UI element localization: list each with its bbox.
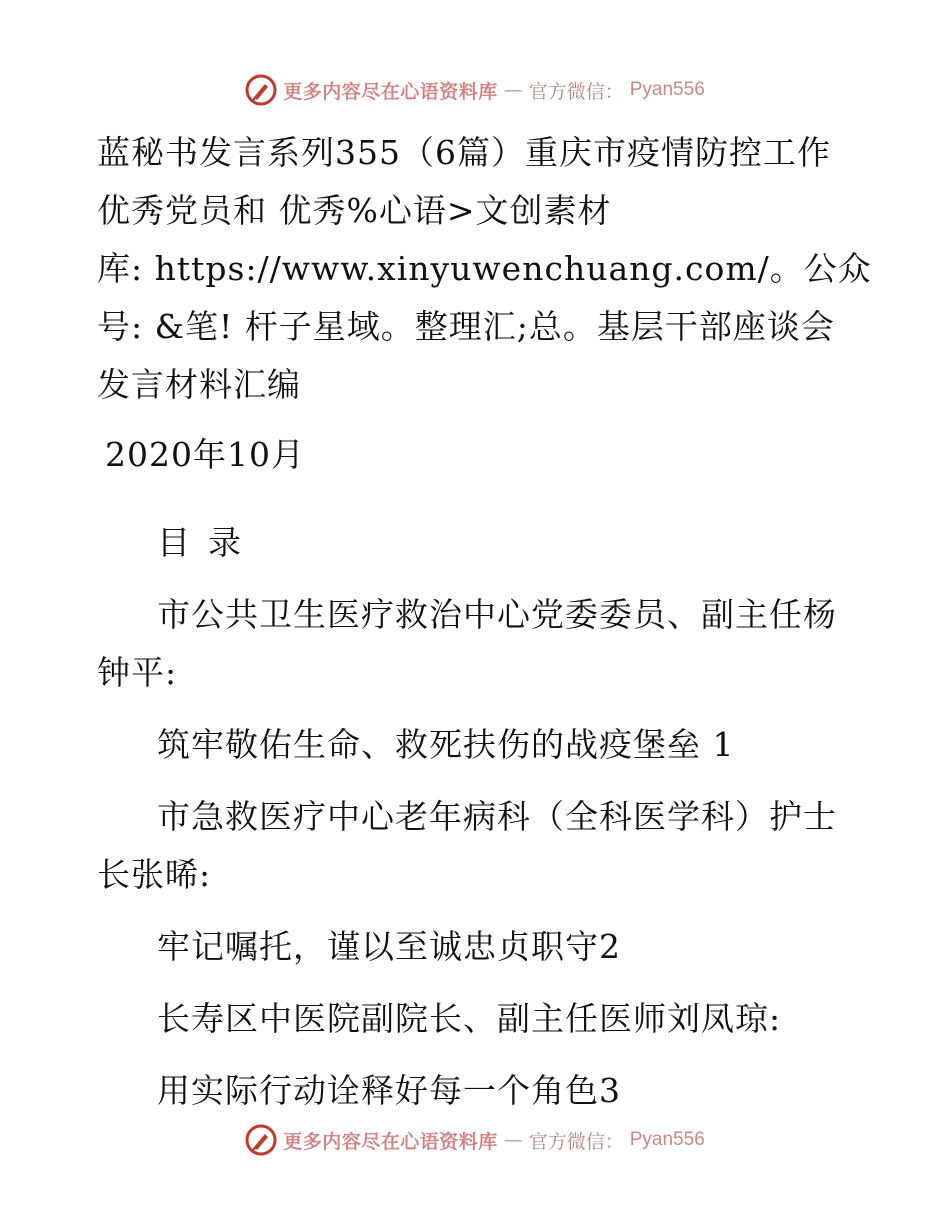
banner-wechat-label: 官方微信： bbox=[528, 80, 624, 103]
banner-wechat-id: Pyan556 bbox=[629, 79, 705, 100]
title-line-2: 优秀党员和 优秀%心语>文创素材 bbox=[97, 191, 612, 230]
banner-main-text: 更多内容尽在心语资料库 bbox=[283, 80, 498, 103]
toc-heading: 目录 bbox=[157, 523, 259, 562]
header-banner bbox=[0, 70, 950, 110]
toc-entry bbox=[97, 990, 857, 1048]
banner-inner bbox=[245, 1124, 705, 1156]
toc-entry-text: 长寿区中医院副院长、副主任医师刘凤琼: bbox=[157, 999, 782, 1038]
title-line-3: 库: https://www.xinyuwenchuang.com/。公众 bbox=[97, 249, 872, 288]
toc-entry-text: 用实际行动诠释好每一个角色3 bbox=[157, 1071, 621, 1110]
toc-entry bbox=[97, 1062, 857, 1120]
pen-logo-icon bbox=[245, 1124, 277, 1156]
title-line-4: 号: &笔! 杆子星域。整理汇;总。基层干部座谈会 bbox=[97, 307, 835, 346]
pen-logo-icon bbox=[245, 74, 277, 106]
title-line-5: 发言材料汇编 bbox=[97, 365, 301, 404]
toc-entry-text: 筑牢敬佑生命、救死扶伤的战疫堡垒 1 bbox=[157, 725, 735, 764]
toc-entry bbox=[97, 918, 857, 976]
document-date: 2020年10月 bbox=[105, 435, 305, 474]
banner-main-text: 更多内容尽在心语资料库 bbox=[283, 1130, 498, 1153]
toc-entry-text: 牢记嘱托，谨以至诚忠贞职守2 bbox=[157, 927, 621, 966]
banner-inner bbox=[245, 74, 705, 106]
toc-entry-continuation: 长张晞: bbox=[97, 855, 212, 894]
toc-entry-text: 市公共卫生医疗救治中心党委委员、副主任杨 bbox=[157, 595, 837, 634]
banner-wechat-label: 官方微信： bbox=[528, 1130, 624, 1153]
toc-entry bbox=[97, 716, 857, 774]
banner-separator: — bbox=[503, 79, 523, 101]
banner-separator: — bbox=[503, 1129, 523, 1151]
document-body bbox=[97, 124, 872, 1120]
banner-wechat-id: Pyan556 bbox=[629, 1129, 705, 1150]
title-line-1: 蓝秘书发言系列355（6篇）重庆市疫情防控工作 bbox=[97, 133, 831, 172]
toc-entry-text: 市急救医疗中心老年病科（全科医学科）护士 bbox=[157, 797, 837, 836]
document-title bbox=[97, 124, 872, 414]
toc-entry-continuation: 钟平: bbox=[97, 653, 178, 692]
toc-entry bbox=[97, 788, 857, 846]
footer-banner bbox=[0, 1120, 950, 1160]
toc-entry bbox=[97, 586, 857, 644]
